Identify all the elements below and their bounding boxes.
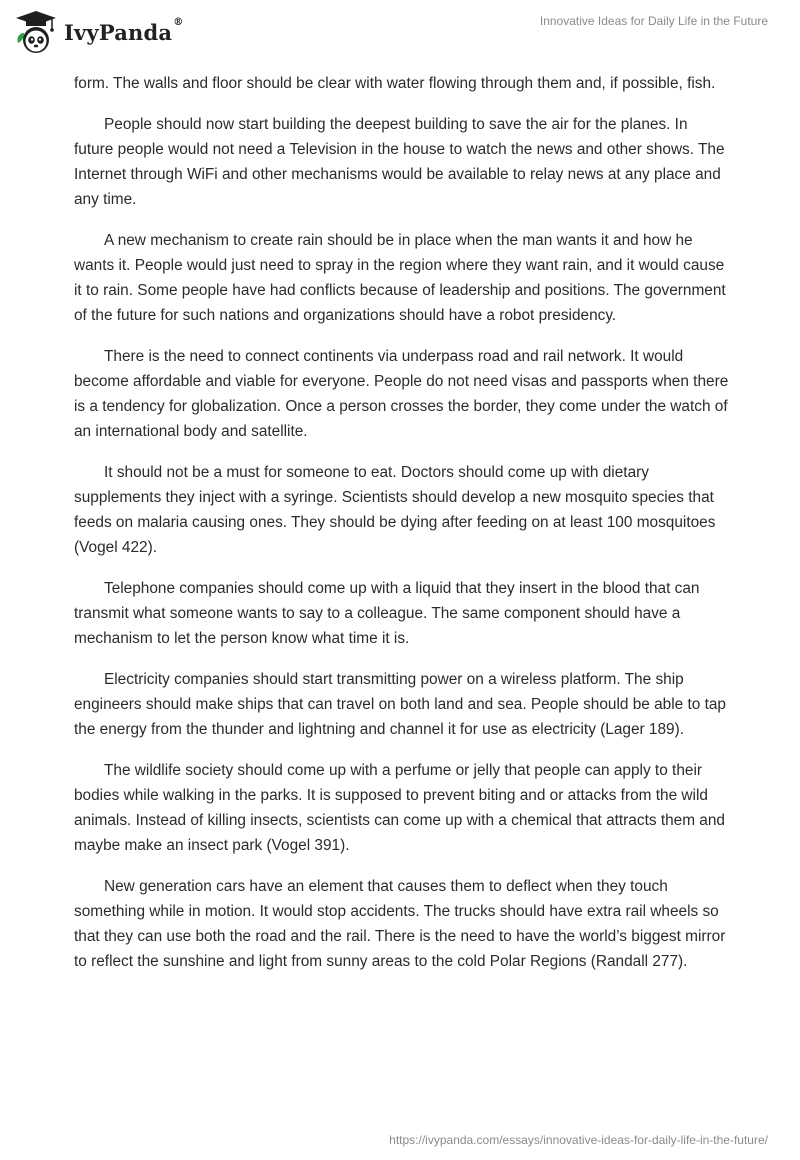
registered-mark: ® [173,16,184,28]
paragraph: Telephone companies should come up with a liquid that they insert in the blood that can transmit what someone wants to say to a colleague. The same component should have a mechanism to let the person know what time it is. [74,580,700,647]
paragraph: People should now start building the deepest building to save the air for the planes. In future people would not need a Television in the house to watch the news and other shows. The Internet through WiFi and other mechanisms would be available to relay news at any place and any time. [74,116,725,208]
source-url[interactable]: https://ivypanda.com/essays/innovative-ideas-for-daily-life-in-the-future/ [389,1133,768,1147]
essay-body [74,71,730,990]
page-header [0,0,800,70]
paragraph: It should not be a must for someone to eat. Doctors should come up with dietary supplements they inject with a syringe. Scientists should develop a new mosquito species that feeds on malaria causing ones. They should be dying after feeding on at least 100 mosquitoes (Vogel 422). [74,464,716,556]
paragraph-continued: form. The walls and floor should be clear with water flowing through them and, if possible, fish. [74,75,716,92]
panda-graduate-icon [14,9,58,55]
paragraph: A new mechanism to create rain should be in place when the man wants it and how he wants it. People would just need to spray in the region where they want rain, and it would cause it to rain. Some people have had conflicts because of leadership and positions. The government of the future for such nations and organizations should have a robot presidency. [74,232,726,324]
paragraph: New generation cars have an element that causes them to deflect when they touch something while in motion. It would stop accidents. The trucks should have extra rail wheels so that they can use both the road and the rail. There is the need to have the world’s biggest mirror to reflect the sunshine and light from sunny areas to the cold Polar Regions (Randall 277). [74,878,726,970]
paragraph: Electricity companies should start transmitting power on a wireless platform. The ship engineers should make ships that can travel on both land and sea. People should be able to tap the energy from the thunder and lightning and channel it for use as electricity (Lager 189). [74,671,726,738]
site-logo[interactable] [14,8,183,56]
paragraph: There is the need to connect continents via underpass road and rail network. It would become affordable and viable for everyone. People do not need visas and passports when there is a tendency for globalization. Once a person crosses the border, they come under the watch of an international body and satellite. [74,348,729,440]
paragraph: The wildlife society should come up with a perfume or jelly that people can apply to their bodies while walking in the parks. It is supposed to prevent biting and or attacks from the wild animals. Instead of killing insects, scientists can come up with a chemical that attracts them and maybe make an insect park (Vogel 391). [74,762,725,854]
logo-text: IvyPanda® [64,16,184,45]
document-title: Innovative Ideas for Daily Life in the Future [539,14,768,28]
